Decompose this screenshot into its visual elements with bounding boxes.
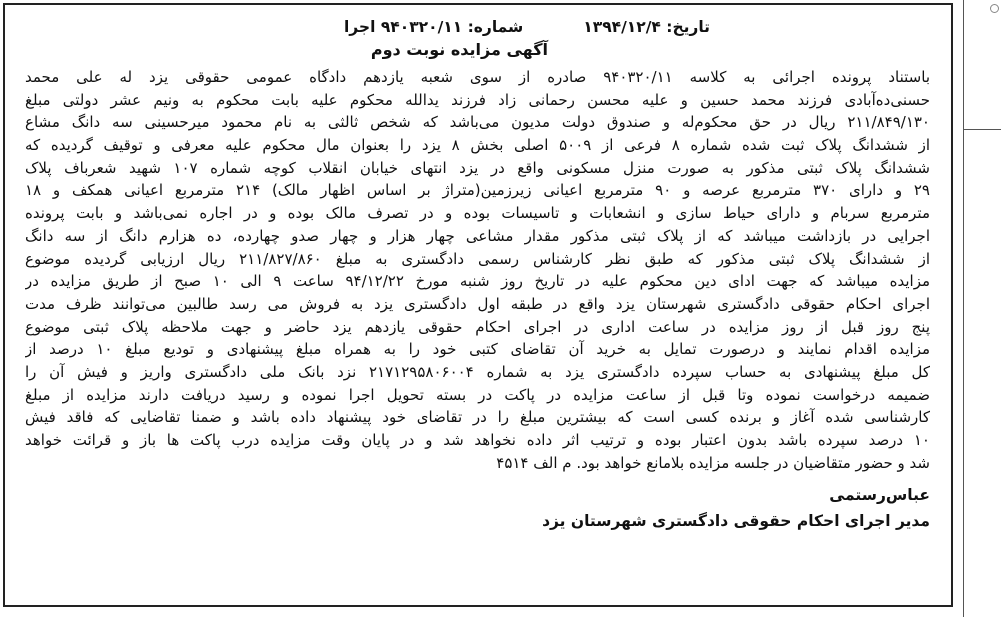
notice-body [25, 66, 930, 474]
signatory-title: مدیر اجرای احکام حقوقی دادگستری شهرستان یزد [542, 512, 930, 531]
body-line: اجرای احکام حقوقی دادگستری شهرستان یزد واقع در طبقه اول دادگستری یزد به فروش می رسد طالبین می‌توانند ظرف مدت [25, 294, 930, 313]
panel-divider [963, 0, 964, 130]
side-panel [960, 0, 1004, 617]
body-line: پنج روز قبل از روز مزایده در ساعت اداری در اجرای احکام حقوقی یازدهم یزد حاضر و جهت ملاحظه پلاک ثبتی موضوع [25, 317, 930, 336]
body-line: کارشناسی شده آغاز و برنده کسی است که بیشترین مبلغ را در تقاضای خود پیشنهاد داده باشد و ضمنا تقاضایی که فاقد فیش [25, 408, 930, 427]
body-line-last: شد و حضور متقاضیان در جلسه مزایده بلامانع خواهد بود. م الف ۴۵۱۴ [496, 453, 930, 472]
panel-divider-cap [963, 129, 1001, 130]
body-line: از ششدانگ پلاک ثبتی مذکور که طبق نظر کارشناس رسمی دادگستری به مبلغ ۲۱۱/۸۲۷/۸۶۰ ریال ارزیابی گردیده موضوع [25, 249, 930, 268]
radio-icon[interactable] [990, 4, 999, 13]
body-line: از ششدانگ پلاک ثبت شده شماره ۸ فرعی از ۵۰۰۹ اصلی بخش ۸ یزد را بعنوان مال محکوم علیه معرفی و توقیف گردیده که [25, 136, 930, 155]
notice-date: تاریخ: ۱۳۹۴/۱۲/۴ [583, 18, 710, 36]
body-line: ۲۱۱/۸۴۹/۱۳۰ ریال در حق محکوم‌له و صندوق دولت مدیون می‌باشد که شخص ثالثی به نام محمود میرحسینی سه دانگ مشاع [25, 113, 930, 132]
scrollbar-track[interactable] [963, 130, 964, 617]
body-line: ضمیمه درخواست نموده وتا قبل از ساعت مزایده در پاکت در بسته تحویل اجرا نموده و رسید دریافت دارند مزایده از مبلغ [25, 385, 930, 404]
body-line: ۱۰ درصد سپرده باشد بدون اعتبار بوده و ترتیب اثر داده نخواهد شد و در پایان وقت مزایده درب پاکت ها باز و قرائت خواهد [25, 431, 930, 449]
body-line: ۲۹ و دارای ۳۷۰ مترمربع عرصه و ۹۰ مترمربع اعیانی زیرزمین(متراژ بر اساس اظهار مالک) ۲۱۴ مترمربع اعیانی همکف و ۱۸ [25, 181, 930, 200]
notice-header [25, 16, 930, 38]
body-line: مزایده اقدام نمایند و درصورت تمایل به خرید آن تقاضای کتبی خود را به همراه مبلغ پیشنهادی و تودیع مبلغ ۱۰ درصد از [25, 340, 930, 359]
body-line: کل مبلغ پیشنهادی به حساب سپرده دادگستری یزد به شماره ۲۱۷۱۲۹۵۸۰۶۰۰۴ نزد بانک ملی دادگستری واریز و فیش آن را [25, 362, 930, 381]
body-line: مترمربع سربام و دارای حیاط سازی و انشعابات و تاسیسات بوده و در تصرف مالک بوده و در اجاره نمی‌باشد و بابت پرونده [25, 204, 930, 223]
notice-number: شماره: ۹۴۰۳۲۰/۱۱ اجرا [343, 18, 524, 36]
body-line: حسنی‌ده‌آبادی فرزند محمد حسین و علیه محسن رحمانی زاد فرزند یدالله محکوم علیه بابت محکوم به ونیم عشر دولتی مبلغ [25, 90, 930, 109]
auction-notice [25, 16, 930, 534]
body-line: باستناد پرونده اجرائی به کلاسه ۹۴۰۳۲۰/۱۱ صادره از سوی شعبه یازدهم دادگاه عمومی حقوقی یزد له علی محمد [25, 68, 930, 86]
body-line: اجرایی در بازداشت میباشد که از پلاک ثبتی مذکور مقدار مشاعی چهار هزار و چهار صدو چهارده، ده هزارم دانگ از سه دانگ [25, 226, 930, 245]
body-line: ششدانگ پلاک ثبتی مذکور به صورت منزل مسکونی واقع در یزد انتهای خیابان انقلاب کوچه شماره ۱۰۷ شهید شعرباف پلاک [25, 158, 930, 177]
signatory-name: عباس‌رستمی [829, 486, 930, 505]
notice-title: آگهی مزایده نوبت دوم [370, 40, 548, 59]
body-line: مزایده میباشد که جهت ادای دین محکوم علیه در تاریخ روز شنبه مورخ ۹۴/۱۲/۲۲ ساعت ۹ الی ۱۰ صبح از طریق مزایده در [25, 272, 930, 291]
